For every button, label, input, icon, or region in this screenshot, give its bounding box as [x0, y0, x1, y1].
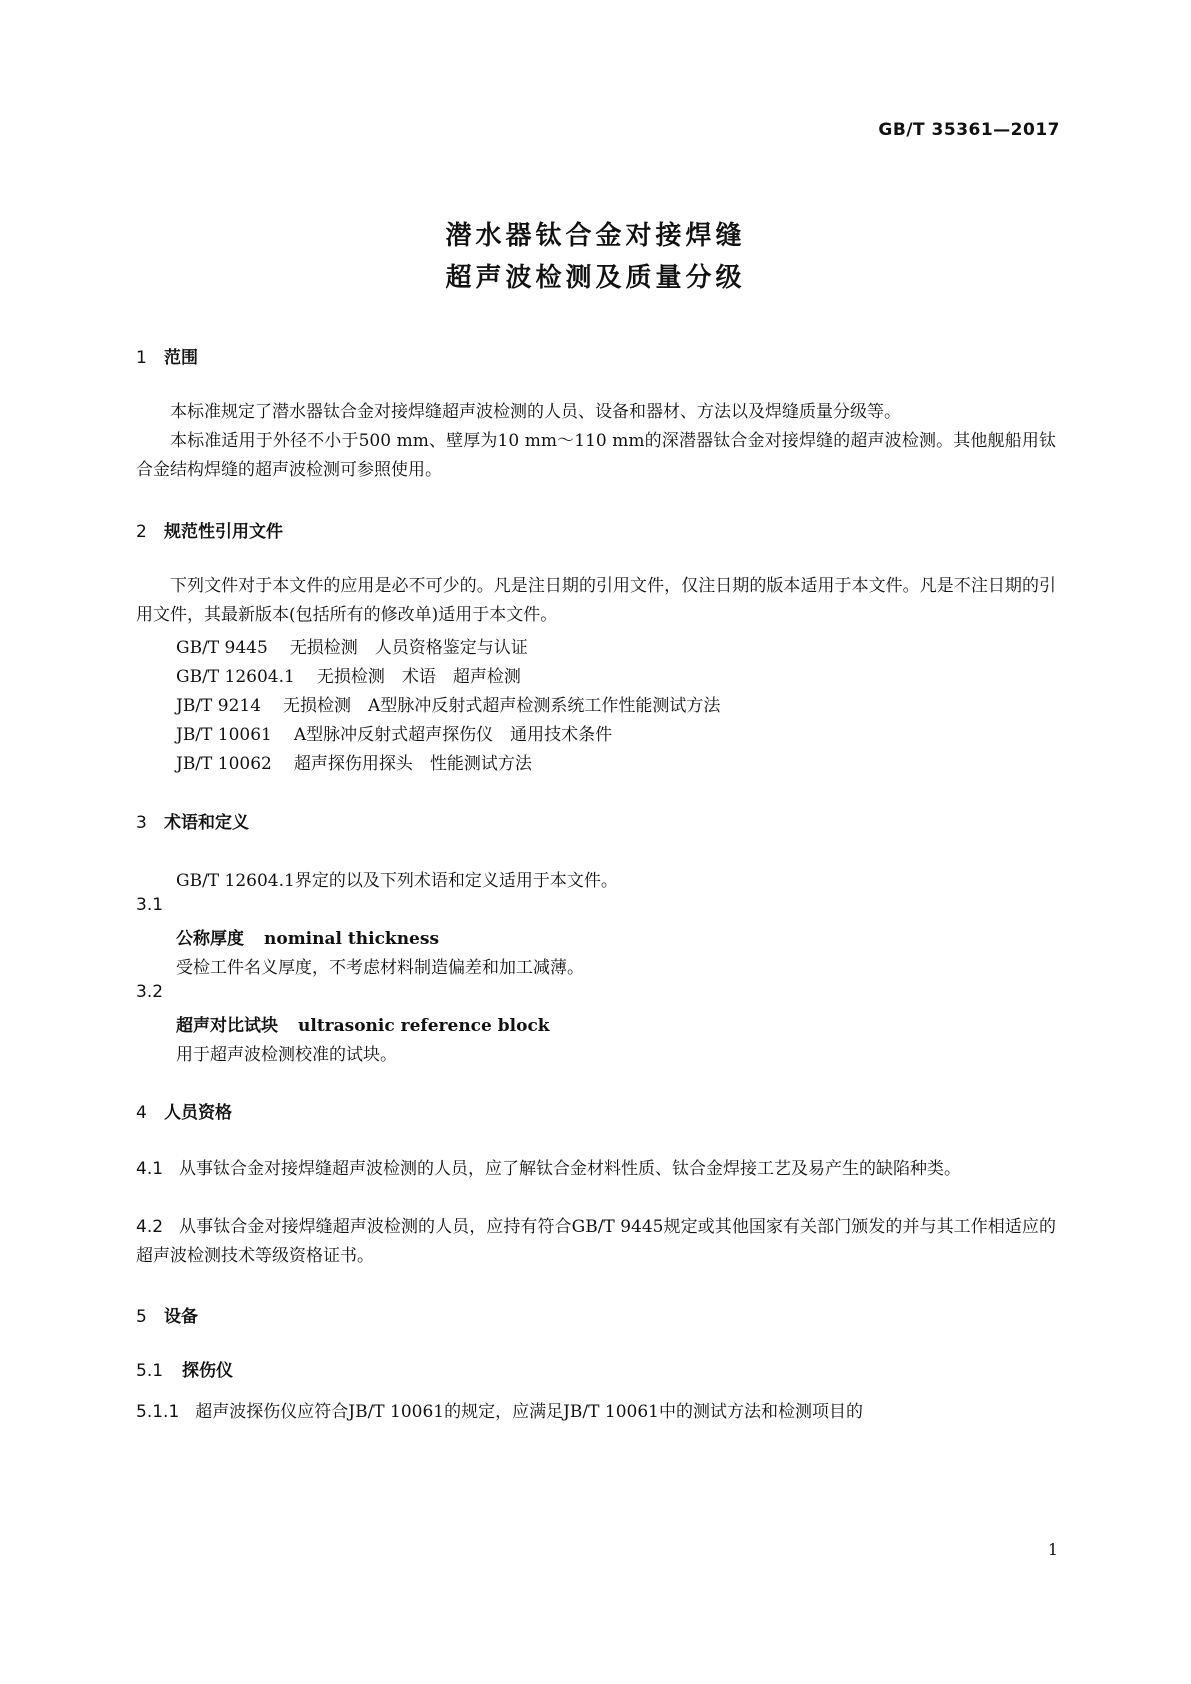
reference-title: A型脉冲反射式超声探伤仪 通用技术条件: [293, 725, 613, 745]
reference-item: [176, 749, 532, 774]
section-title: 术语和定义: [164, 813, 249, 833]
paragraph: 下列文件对于本文件的应用是必不可少的。凡是注日期的引用文件，仅注日期的版本适用于本文件。凡是不注日期的引用文件，其最新版本(包括所有的修改单)适用于本文件。: [136, 576, 1056, 625]
section-1-heading: [136, 343, 198, 368]
section-number: 2: [136, 522, 147, 542]
reference-title: 无损检测 术语 超声检测: [316, 667, 521, 687]
term-definition: 用于超声波检测校准的试块。: [176, 1045, 397, 1065]
page-number: 1: [1047, 1540, 1058, 1559]
clause-4-1: [136, 1155, 1056, 1184]
document-title-line1: 潜水器钛合金对接焊缝: [445, 221, 746, 251]
term-entry: [176, 924, 439, 949]
reference-code: GB/T 12604.1: [176, 667, 295, 687]
standard-number: GB/T 35361—2017: [878, 120, 1060, 140]
section-3-heading: [136, 808, 249, 833]
reference-code: JB/T 10061: [176, 725, 272, 745]
clause-text: 超声波探伤仪应符合JB/T 10061的规定，应满足JB/T 10061中的测试方法和检测项目的: [195, 1402, 863, 1422]
clause-number: 4.2: [136, 1217, 164, 1237]
reference-title: 超声探伤用探头 性能测试方法: [293, 754, 532, 774]
term-cn: 公称厚度: [176, 929, 244, 949]
reference-item: [176, 720, 612, 745]
paragraph: 本标准适用于外径不小于500 mm、壁厚为10 mm～110 mm的深潜器钛合金对接焊缝的超声波检测。其他舰船用钛合金结构焊缝的超声波检测可参照使用。: [136, 431, 1056, 480]
clause-5-1-1: [136, 1398, 1056, 1427]
reference-code: JB/T 9214: [176, 696, 262, 716]
section-number: 1: [136, 348, 147, 368]
clause-text: 从事钛合金对接焊缝超声波检测的人员，应持有符合GB/T 9445规定或其他国家有关部门颁发的并与其工作相适应的超声波检测技术等级资格证书。: [136, 1217, 1056, 1266]
term-cn: 超声对比试块: [176, 1016, 278, 1036]
reference-title: 无损检测 人员资格鉴定与认证: [289, 638, 528, 658]
section-title: 设备: [164, 1307, 198, 1327]
subsection-5-1-heading: [136, 1356, 233, 1381]
clause-number: 5.1.1: [136, 1402, 180, 1422]
terms-intro: GB/T 12604.1界定的以及下列术语和定义适用于本文件。: [176, 871, 618, 891]
section-5-heading: [136, 1302, 198, 1327]
section-4-heading: [136, 1098, 232, 1123]
section-title: 范围: [164, 348, 198, 368]
reference-code: JB/T 10062: [176, 754, 272, 774]
section-title: 人员资格: [164, 1103, 232, 1123]
paragraph: 本标准规定了潜水器钛合金对接焊缝超声波检测的人员、设备和器材、方法以及焊缝质量分级等。: [170, 402, 901, 422]
subsection-title: 探伤仪: [182, 1361, 233, 1381]
subsection-number: 5.1: [136, 1361, 164, 1381]
clause-text: 从事钛合金对接焊缝超声波检测的人员，应了解钛合金材料性质、钛合金焊接工艺及易产生的缺陷种类。: [179, 1159, 962, 1179]
term-number: 3.2: [136, 982, 164, 1002]
section-title: 规范性引用文件: [164, 522, 283, 542]
term-en: ultrasonic reference block: [298, 1016, 550, 1036]
reference-item: [176, 691, 720, 716]
term-number: 3.1: [136, 895, 164, 915]
section-number: 4: [136, 1103, 147, 1123]
term-definition: 受检工件名义厚度，不考虑材料制造偏差和加工减薄。: [176, 958, 584, 978]
reference-title: 无损检测 A型脉冲反射式超声检测系统工作性能测试方法: [283, 696, 721, 716]
document-title-line2: 超声波检测及质量分级: [445, 263, 746, 293]
reference-item: [176, 633, 528, 658]
clause-number: 4.1: [136, 1159, 164, 1179]
section-2-heading: [136, 517, 283, 542]
term-entry: [176, 1011, 550, 1036]
reference-code: GB/T 9445: [176, 638, 268, 658]
term-en: nominal thickness: [264, 929, 440, 949]
clause-4-2: [136, 1213, 1056, 1271]
section-number: 5: [136, 1307, 147, 1327]
section-number: 3: [136, 813, 147, 833]
reference-item: [176, 662, 521, 687]
